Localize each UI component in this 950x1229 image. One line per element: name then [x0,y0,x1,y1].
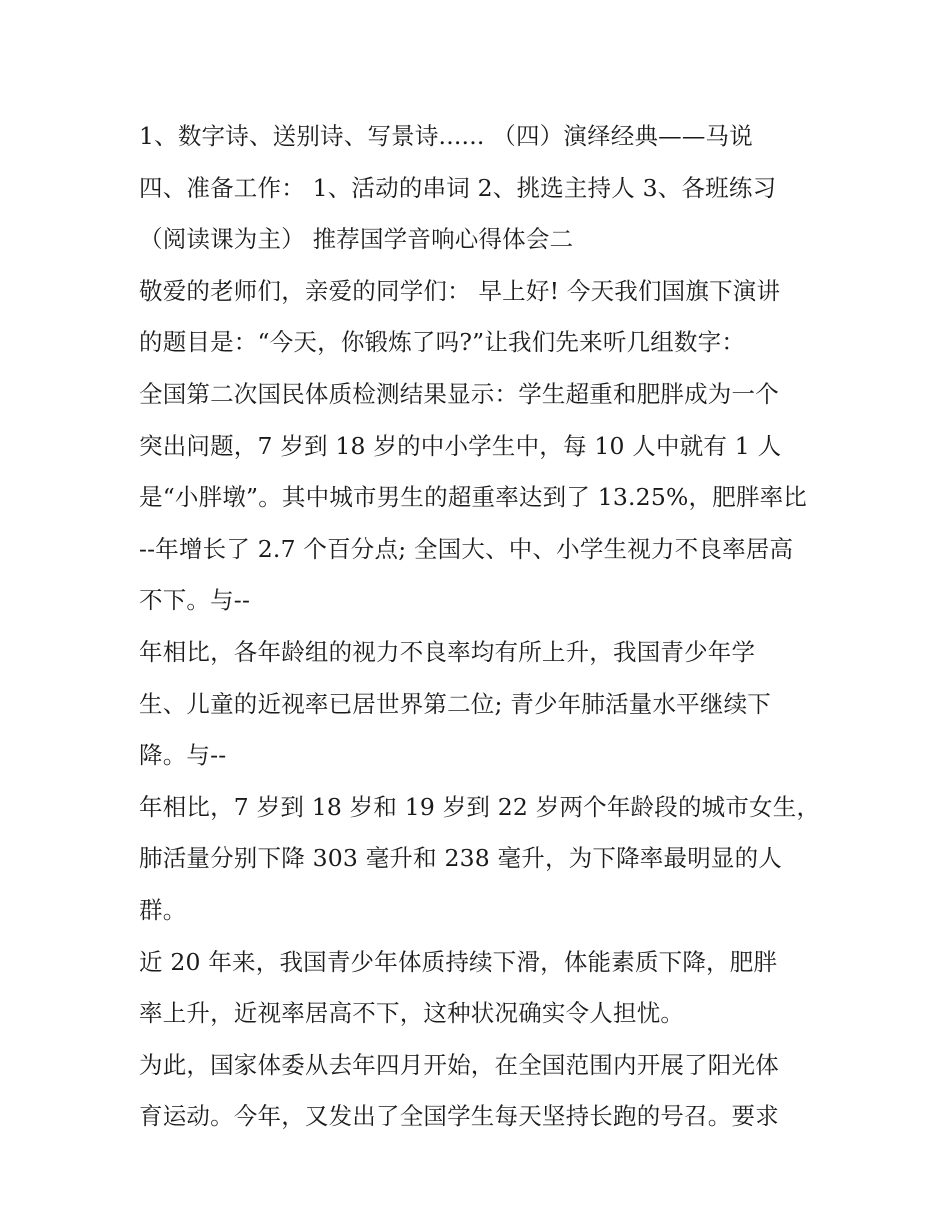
text-line: 生、儿童的近视率已居世界第二位; 青少年肺活量水平继续下 [139,689,771,718]
text-line: 突出问题，7 岁到 18 岁的中小学生中，每 10 人中就有 1 人 [139,431,782,460]
text-line: 年相比，7 岁到 18 岁和 19 岁到 22 岁两个年龄段的城市女生， [139,792,821,821]
text-line: 育运动。今年，又发出了全国学生每天坚持长跑的号召。要求 [139,1102,779,1131]
text-line: 肺活量分别下降 303 毫升和 238 毫升，为下降率最明显的人 [139,844,782,873]
text-line: 不下。与-- [139,586,251,615]
text-line: 近 20 年来，我国青少年体质持续下滑，体能素质下降，肥胖 [139,947,778,976]
text-line: 1、数字诗、送别诗、写景诗...... （四）演绎经典——马说 [139,122,753,150]
text-line: （阅读课为主） 推荐国学音响心得体会二 [139,225,574,254]
text-line: --年增长了 2.7 个百分点; 全国大、中、小学生视力不良率居高 [139,534,794,563]
text-line: 敬爱的老师们，亲爱的同学们： 早上好! 今天我们国旗下演讲 [139,276,781,305]
text-line: 率上升，近视率居高不下，这种状况确实令人担忧。 [139,999,685,1028]
text-line: 四、准备工作： 1、活动的串词 2、挑选主持人 3、各班练习 [139,173,777,202]
document-text-body [139,111,829,1143]
text-line: 年相比，各年龄组的视力不良率均有所上升，我国青少年学 [139,637,756,666]
text-line: 的题目是：“今天，你锻炼了吗?”让我们先来听几组数字： [139,328,746,357]
text-line: 是“小胖墩”。其中城市男生的超重率达到了 13.25%，肥胖率比 [139,483,808,512]
text-line: 降。与-- [139,741,227,770]
text-line: 全国第二次国民体质检测结果显示：学生超重和肥胖成为一个 [139,379,779,408]
text-line: 为此，国家体委从去年四月开始，在全国范围内开展了阳光体 [139,1050,779,1079]
text-line: 群。 [139,895,187,924]
